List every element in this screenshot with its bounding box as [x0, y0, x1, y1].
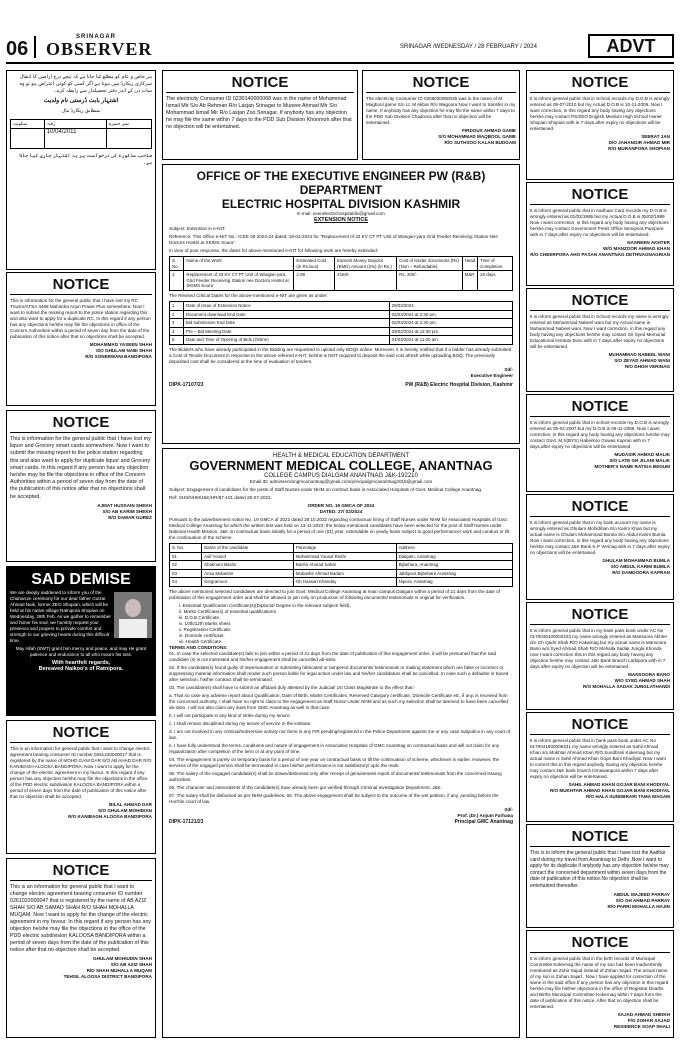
- td: Pre – Bid Meeting Date: [184, 327, 390, 336]
- td: Sorgramoor: [202, 578, 294, 587]
- td: 2.08: [294, 271, 335, 291]
- signatory: R/O DAMDOORA KAPRAN: [612, 570, 670, 575]
- signatory: BILAL AHMAD DAR: [109, 802, 152, 807]
- urdu-tail: صاحب مذکورہ کی درخواست پر یہ اشتہار جاری کیا جاتا ہے۔: [19, 152, 152, 166]
- dipk-number: DIPK-17121/23: [169, 818, 204, 825]
- signatory: MUDASIR AHMAD MALIK: [614, 452, 670, 457]
- gmc-candidates-table: [169, 543, 513, 587]
- signatory: S/O GHULAM NABI SHAH: [95, 348, 152, 353]
- td: 28/02/2024: [389, 301, 512, 310]
- td: 02: [170, 561, 202, 570]
- gmc-dated: DATED: 27/ 02/2024: [319, 509, 363, 514]
- th: Name of the Work: [184, 257, 294, 271]
- urdu-heading: اشتہار بابت دُرستی نام ولدیت: [43, 98, 119, 104]
- gmc-footer: [169, 819, 513, 825]
- divider: [34, 36, 36, 58]
- td: Mohammad Yousuf Reshi: [293, 552, 396, 561]
- td: Gh Hassan Khanday: [293, 578, 396, 587]
- notice-birth-record: [526, 930, 674, 1038]
- signatory: S/O ZEYAD AHMAD WANI: [614, 358, 670, 363]
- signatory: S/O LATE GH JILANI MALIK: [609, 458, 670, 463]
- notice-consumer-transfer-1: [162, 70, 358, 160]
- pw-ext-title: EXTENSION NOTICE: [313, 217, 369, 223]
- pw-sig-1: Executive Engineer: [470, 372, 513, 378]
- td: 02/03/2024 at 2:30 pm.: [389, 310, 512, 319]
- signatory: R/O DHOH VERINAG: [624, 364, 670, 369]
- paper-name: OBSERVER: [46, 39, 153, 59]
- signatory: D/O JAHANGIR AHMAD MIR: [608, 140, 670, 145]
- notice-lost-cards: [6, 410, 156, 562]
- notice-name-sahil: [526, 712, 674, 822]
- doc-item: iv. 10th/12th Marks sheet.: [179, 620, 232, 626]
- signatory: R/O MURANPORA SHOPIAN: [608, 146, 670, 151]
- gmc-order-no: ORDER NO. 19 GMCA OF 2024: [307, 503, 375, 508]
- term: 07. The salary shall be disbursed as per NHM guidelines. 08. The above engagement shall be subject to the outcome of the writ petition, if any, pending before the Hon'ble court of law.: [169, 792, 499, 804]
- notice-title: NOTICE: [530, 74, 670, 93]
- th: S. No.: [170, 257, 184, 271]
- td: 3: [170, 319, 184, 328]
- signatory: GHULAM MOHIUDIN SHAH: [93, 956, 152, 961]
- notice-title: NOTICE: [530, 606, 670, 625]
- td: Document download End Date: [184, 310, 390, 319]
- td: Shabnam Bashir: [202, 561, 294, 570]
- td: 4: [170, 327, 184, 336]
- td: 04: [170, 578, 202, 587]
- signatory: R/O CHEERPORA AHO PASAN ANANTNAG DETHNAGNAGRIAN: [530, 252, 670, 257]
- signatory: F/O ZOHAN SAJAD: [627, 1018, 670, 1023]
- notice-title: NOTICE: [530, 716, 670, 735]
- dateline: SRINAGAR /WEDNESDAY / 28 FEBRUARY / 2024: [400, 44, 537, 50]
- signatory: ABDUL MAJEED PARRAY: [613, 891, 670, 897]
- notice-title: NOTICE: [530, 828, 670, 847]
- urdu-table: [10, 119, 152, 149]
- gmc-sd: Sd/-: [504, 806, 513, 812]
- td: Asif Yousuf: [202, 552, 294, 561]
- th: Name of the candidate: [202, 544, 294, 553]
- pw-title-1: OFFICE OF THE EXECUTIVE ENGINEER PW (R&B) DEPARTMENT: [196, 169, 486, 197]
- signatory: R/O MUKHTAR AHMAD KHAN GOJAR BANI KHODIYAL: [549, 788, 670, 793]
- term: d. I am not involved in any criminal/subversive activity nor there is any FIR pending/registered in the Police Department against me or any case subjudice in any court of law.: [169, 728, 511, 740]
- signatory: SAJAD AHMAD SHEIKH: [617, 1012, 670, 1017]
- doc-item: iii. D.O.B Certificate.: [179, 614, 221, 620]
- notice-title: NOTICE: [10, 414, 152, 433]
- signatory: RESIDENCE SOAP SHALI: [613, 1024, 670, 1029]
- td: 4160/-: [335, 271, 397, 291]
- signatory: MOHAMMAD YASEEN SHAH: [89, 342, 152, 347]
- urdu-line: سات دن کے اندر دفتر تحصیلدار سے رابطہ کرے۔: [53, 88, 152, 94]
- signatory: S/O GH AHMAD PARRAY: [615, 897, 670, 903]
- terms-heading: TERMS AND CONDITIONS:: [169, 644, 228, 650]
- notice-body: This is an information for general public that I want to change electric agreement bearing consumer ID number 0261220000017 that is registered by the name of MOHD GANI DAR S/O AB AHAD DAR R/O KANIBAGH ALOOSA BANDIPORA. Now I want to apply for the change of the electric agreement in my favour. In this regard if any person has any objection he/she may file the objections in the office of the PDD electric subdivision KALOOSA BANDIPORA within a period of seven days from the date of publication of this notice after that no objection shall be accepted.: [10, 746, 152, 799]
- notice-body: It is inform general public that in bank pass book under AC No 0170041500008331 my name wrongly entered as Sahil Ahmad Khan s/o Mukhtar Ahmad Khan R/O Sundbrari Kokernag but my actual name is Sahil Ahmad Khan Gojar Bani Khodiyal. Now I want to correct this.In this regard anybody having any objection he/she may contact J&K bank branch Hrnawanpora within 7 days after expiry no objection will be entertained.: [530, 738, 666, 779]
- demise-body: We are deeply saddened to inform you of the Chaharum ceremony for our dear father Gulzar Ahmad Naik, former ZEO Shopian, which will be held at his native village Ratnipora Shopian on Wednesday, 28th Feb. As we gather to remember and honor his soul, we humbly request your presence and prayers to provide comfort and strength to our grieving hearts during this difficult time.: [10, 590, 111, 643]
- td: Jablipora Bijbehara Anantnag: [396, 569, 512, 578]
- td: Date and Time of Opening of Bids (Online): [184, 336, 390, 345]
- term: c. I shall remain disciplined during my tenure of service in the institute.: [169, 720, 312, 726]
- signatory: AJMAT HUSSAIN SHEKH: [97, 502, 152, 508]
- doc-item: vii. Health Certificate.: [179, 638, 223, 644]
- section-label: ADVT: [588, 34, 674, 58]
- gmc-sig-1: Prof. (Dr.) Anjum Farhana: [457, 812, 513, 818]
- notice-body: It is inform general public that in my bank pass book under AC No 0170040100002223 my name wrongly entered as Mansoora Akhter d/o Gh Qadir Shah R/O Kakarnag but my actual name is Mansoora Bano w/o Syed Ahmad Shah R/O Mohalla Sadak Jungla Khonda now I want correction this.In this regard any body having any objection he/she may contact J&K Bank Branch Larkipora with in 7 days after expiry no objection will be entertained.: [530, 628, 668, 669]
- doc-item: ii. Marks Certificate(s) of essential qualifications.: [179, 608, 278, 614]
- term: 06. The character and antecedents of the candidate(s) have already been got verified through Criminal Investigation Department, J&K.: [169, 784, 442, 790]
- notice-body: This is an information for general public that I want to change electric agreement bearing consumer ID number 0261022000047 that is registered by the name of AB AZIZ SHAH S/O AB SAMAD SHAH R/O SHAH MOHALLA MUQAM. Now I want to apply for the change of the electric agreement in my favour. In this regard if any person has any objection he/she may file the objections in the office of the PDD electric subdivision KALOOSA BANDIPORA within a period of seven days from the date of the publication of this notice after that no objection shall be accepted.: [10, 884, 152, 953]
- signatory: S/O AB AZIZ SHAH: [110, 962, 152, 967]
- portrait-photo: [114, 592, 152, 638]
- td: Date of issue of Extension Notice: [184, 301, 390, 310]
- pw-title-2: ELECTRIC HOSPITAL DIVISION KASHMIR: [221, 197, 461, 211]
- pw-dates-table: [169, 301, 513, 345]
- signatory: S/O ABDUL KARIM BUMLA: [610, 564, 670, 569]
- gmc-email: Email ID: adminsectiongmcanantnag@gmail.com/principalgmcanantnag2018@gmail.com: [249, 479, 433, 484]
- signatory: GHULAM MOHAMMAD BUMLA: [602, 558, 670, 563]
- th: Head: [462, 257, 478, 271]
- notice-electric-1: [6, 720, 156, 854]
- notice-body: It is inform general public that in the birth records of Municipal Committee Kokernag the name of my son has been inadvertently mentioned as Zohir Sajad instead of Zohan Sajad. The actual name of my son is Zohan Sajad . Now I have applied for correction of the same in the said office.If any person has any objection in this regard he/she may file his/her objections in the office of Registrar Deaths and Births Municipal Committee Kokernag within 7 days from the date of publication of this notice. After that no objection shall be entertained.: [530, 956, 669, 1009]
- urdu-col: نمبر خسرہ: [106, 120, 151, 129]
- notice-dob-mudasir: [526, 394, 674, 492]
- notice-body: This is information for the general public that I have lost my liquor and Grocery smart cards somewhere. Now I want to submit the missing report to the police station regarding this and also want to apply for duplicate liquor and Grocery smart cards. In this regard if any person has any objection he/she may be file the objections in office of the Concern Authorities within a period of seven day from the date of the publication of this notice after that no objections shall be accepted.: [10, 436, 151, 500]
- sad-demise: [6, 566, 156, 716]
- signatory: NASREEN AKHTER: [627, 240, 670, 245]
- notice-title: NOTICE: [166, 74, 354, 93]
- demise-title: SAD DEMISE: [31, 571, 131, 588]
- td: 03: [170, 569, 202, 578]
- signatory: S/O AB KARIM SHEKH: [102, 508, 152, 514]
- notice-body: It is inform general public that in Aadhaar Card records my D.O.B is wrongly entered as 01/02/1995 but my Actual D.O.B is 05/02/1999 Now I want correction, in this regard any body having any objections he/she may contact Government Press Office Semipora Pampore with in 7 days,after expiry no objections will be entertained.: [530, 208, 669, 237]
- pw-email: E-mail: exenelectrichospitaldiv@gmail.com: [297, 211, 385, 216]
- th: Parentage: [293, 544, 396, 553]
- pw-reference: Reference: This Office e-NIT No.: ICEE 08 2023-24 dated: 19-02-2024 for "Replacement of 33 KV CT PT Unit of Wangan-yara Grid Feeder Receiving Station Nee Doctors Hostel at SKIMS Soura".: [169, 234, 498, 245]
- th: Time of Completion: [478, 257, 513, 271]
- notice-consumer-transfer-2: [362, 70, 520, 160]
- notice-body: The electricity Consumer ID 0208020080036 was in the name of M Magbool game S/o Lt. M Akbar R/o Wagoora Now I want to transfer in my name. If anybody has any objection he may file the same within 7 days to the PDD Sub Division Chadoora after that no objection will be entertained.: [366, 96, 516, 125]
- th: Address: [396, 544, 512, 553]
- gmc-intro: Pursuant to the advertisement notice No. 19 GMCA of 2022 dated 28.10.2022 regarding contractual hiring of Staff Nurses under NHM for Associated Hospitals of Govt. Medical College Anantnag for which the written test was held on 13-11-2022; the below mentioned candidates have been selected for the post of Staff Nurses under National Health Mission, J&K on contractual basis initially for a period of one (01) year, extendable on yearly basis subject to good performance/ work and conduct or till the continuation of the scheme.: [169, 517, 510, 540]
- notice-lost-rc: [6, 272, 156, 406]
- td: 02/03/2024 at 2:30 pm.: [389, 319, 512, 328]
- urdu-col: سکونت: [11, 120, 45, 129]
- signatory: S/O GHULAM MOHIDIAN: [98, 808, 152, 813]
- pw-footer: [169, 382, 513, 388]
- td: Bijbehara, Anantnag: [396, 561, 512, 570]
- doc-item: i. Essential Qualification Certificate(s)(Diploma/ Degree in the relevant subject/ field).: [179, 602, 351, 608]
- notice-body: This is information for the general public that I have lost my RC Tractor/ATSA 4468 Mahindra Arjun Power Plus somewhere. Now I want to submit the missing report to the police station regarding this and also want to apply for a duplicate RC. In this regard if any person has any objections he/she may file the objections in office of the Concern Authorities within a period of seven day from the date of the publication of this notice after that no objections shall be accepted.: [10, 298, 151, 339]
- notice-body: It is inform general public that in School records my name is wrongly entered as Mohammad Nabeel wani but my Actual name is Muhammad Nabeel wani. Now I want correction, in this regard any body having any objections he/she may contact Sir Syed Memorial Educational Institute Doru with in 7 days,after expiry no objections will be entertained.: [530, 314, 669, 349]
- doc-item: v. Registration Certificate.: [179, 626, 232, 632]
- td: Nipora, Anantnag: [396, 578, 512, 587]
- header-rule: [6, 62, 674, 64]
- th: Estimated Cost (in Rs.lacs): [294, 257, 335, 271]
- signatory: R/O KANIBAGH ALOOSA BANDIPORA: [68, 814, 152, 819]
- notice-name-nabeel: [526, 288, 674, 392]
- notice-title: NOTICE: [530, 292, 670, 311]
- pw-sd: Sd/-: [504, 366, 513, 372]
- notice-title: NOTICE: [530, 498, 670, 517]
- notice-body: This is to inform the general public that I have lost the Aadhar card during my travel from Anantnag to Delhi .Now I want to apply for its duplicate if anybody has any objection he/she may contact the concerned department within seven days from the date of publication of this notice.No objection shall be entertained thereafter.: [530, 850, 669, 889]
- notice-title: NOTICE: [10, 862, 152, 881]
- gmc-campus: COLLEGE CAMPUS DIALGAM ANANTNAG J&K-192210: [264, 473, 418, 479]
- term: b. I will not participate in any kind of strike during my tenure.: [169, 712, 291, 718]
- notice-dob-nasreen: [526, 182, 674, 286]
- td: 1: [170, 271, 184, 291]
- notice-title: NOTICE: [530, 398, 670, 417]
- urdu-notice: [6, 70, 156, 270]
- notice-dob-seerat: [526, 70, 674, 180]
- signatory: R/O SUTHSOO KALAN BUDGAM: [444, 140, 516, 145]
- doc-item: vi. Domicile certificate.: [179, 632, 225, 638]
- signatory: TEHSIL ALOOSA DISTRICT BANDIPORA: [63, 974, 152, 979]
- gmc-order: [162, 448, 520, 1038]
- term: 04. The engagement is purely on temporary basis for a period of one year on contractual basis or till the continuation of scheme, whichever is earlier. However, the services of the engaged person shall be terminated in case his/her performance is not satisfactory/ upto the mark.: [169, 756, 500, 768]
- signatory: MUHAMMAD NABEEL WANI: [608, 352, 670, 357]
- pw-footnote: The Bidders who have already participated in the Bidding are requested to upload only BOQs online. Moreover, it is hereby notified that if a bidder has already submitted a Cost of Tender Document in response to the above referred e-NIT, he/she is NOT required to deposit the said cost afresh while uploading BOQ. The previously deposited cost shall be considered at the time of evaluation of tenders.: [169, 346, 512, 364]
- th: Cost of tender documents (Rs) (Non – Refundable): [397, 257, 462, 271]
- notice-electric-2: [6, 858, 156, 1038]
- pw-review: In view of poor response, the dates for above-mentioned e-NIT for following work are hereby extended:: [169, 248, 379, 253]
- notice-name-mansoora: [526, 602, 674, 710]
- newspaper-name: [46, 34, 152, 58]
- term: 02. If the candidate(s) found guilty of impersonation or submitting fabricated or tampered documents/ testimonials or making statement which are false or incorrect or suppressing material information shall render such person liable for legal action under law and his/her candidature shall be cancelled. In case such a defaulter is traced after selection, his/her contract shall be terminated.: [169, 664, 509, 682]
- td: 01: [170, 552, 202, 561]
- td: Replacement of 33 KV CT PT Unit of Wangan-yara Grid Feeder Receiving Station nee Doctors Hostel at SKIMS Soura: [184, 271, 294, 291]
- page-number: 06: [6, 38, 29, 60]
- td: Mubashir Ahmad Badam: [293, 569, 396, 578]
- td: 20 days: [478, 271, 513, 291]
- td: 29/02/2024 at 12:30 pm.: [389, 327, 512, 336]
- demise-family: Bereaved Naikoo's of Ratnipora.: [38, 666, 124, 672]
- urdu-col: رقبہ: [44, 120, 106, 129]
- pw-subject: Subject: Extension in e-NIT.: [169, 226, 226, 231]
- signatory: R/O SONERWANI BANDIPORA: [85, 354, 152, 359]
- td: M&R: [462, 271, 478, 291]
- urdu-line: بمطابق ریکارڈ مال: [61, 108, 101, 114]
- notice-title: NOTICE: [10, 724, 152, 743]
- dipk-number: DIPK-17107/23: [169, 381, 204, 388]
- td: 1: [170, 301, 184, 310]
- signatory: MOTHER'S NAME RATIGA BEGUM: [594, 464, 670, 469]
- pw-revised: The Revised Critical Dates for the above-mentioned e-NIT are given as under:: [169, 292, 328, 298]
- notice-name-ghulam: [526, 494, 674, 600]
- signatory: W/O SYED AHMAD SHAH: [614, 678, 670, 683]
- notice-body: The electricity Consumer ID 0230140000068 was in the name of Mohammad Ismail Mir S/o Ab Rehman R/o Lasjan Srinagar to Muneer Ahmad Mir S/o Mohammad Ismail Mir R/o Lasjan Zoo Srinagar. If anybody has any objection he may file the same within 7 days to the PDD Sub Division Khonmoh after that no objection will be entertained.: [166, 96, 352, 130]
- signatory: R/O DAWAR GUREZ: [108, 514, 152, 520]
- notice-lost-aadhar: [526, 824, 674, 928]
- signatory: SEERAT JAN: [641, 134, 670, 139]
- td: Bid submission End Date: [184, 319, 390, 328]
- th: S. No.: [170, 544, 202, 553]
- td: 5: [170, 336, 184, 345]
- signatory: R/O SHAH MUHALLA MUQAM: [86, 968, 152, 973]
- masthead: [0, 0, 680, 62]
- gmc-ref: Ref: SHS/NHM/J&K/HR/87-101 dated 25-07-2022.: [169, 495, 272, 500]
- notice-body: It is inform general public that in my bank account my name is wrongly entered as Ghulam Mohidihan S/o Karim Khan but my actual name is Ghulam Mohammad Bumla S/o Abdul Karim Bumla. Now I want correction, in this regard any body having any objections he/she may contact J&K Bank K.P Verinag with in 7 days,after expiry no objections will be entertained.: [530, 520, 670, 555]
- notice-body: It is inform general public that in school records my D.O.B is wrongly entered as 05-02-2007 but my D.O.B is 05-11-2006. Now I want correction, in this regard any body having any objections he/she may contact Govt. M.S(BYS) Haberkoo Gowas Kapran with in 7 days,after expiry no objections will be entertained.: [530, 420, 670, 449]
- signatory: R/O PARRI MOHALLA HAJIN: [607, 903, 670, 909]
- term: 01. In case the selected candidate(s) fails to join within a period of 21 days from the date of publication of this engagement order, it will be presumed that the said candidate (s) is not interested and his/her engagement shall be cancelled ab-initio.: [169, 650, 497, 662]
- gmc-para: The above mentioned selected candidates are directed to join Govt. Medical College Anantnag at main campus Dialgam within a period of 21 days from the date of publication of this engagement order and shall be allowed to join only on production of following documents/ testimonials in original for verification.: [169, 588, 500, 600]
- term: 05. The salary of the engaged candidate(s) shall be drawn/disbursed only after receipt of genuineness report of documents/ testimonials from the concerned issuing authorities.: [169, 770, 502, 782]
- urdu-date: 10/04/2011: [44, 128, 106, 148]
- term: a. That no case any adverse report about Qualification, Date of Birth, Marks Certificates, Reserved Category certificate, Domicile Certificate etc, if any, is received from the concerned authority, I shall have no right to claim to the engagement as Staff Nurse Under NHM and as such my selection shall be deemed to have been cancelled ab-initio. I will not also claim any dues from GMC Anantnag as well in that case.: [169, 692, 508, 710]
- notice-title: NOTICE: [366, 74, 516, 93]
- demise-prayer: May Allah (SWT) grant him mercy and peace, and may He grant patience and endurance to all who mourn his loss.: [15, 646, 147, 657]
- td: Bashir Ahmad Sahar: [293, 561, 396, 570]
- pw-sig-2: PW (R&B) Electric Hospital Division, Kashmir: [405, 381, 513, 388]
- notice-title: NOTICE: [10, 276, 152, 295]
- signatory: R/O HALA SUNDBRARI TAMA MAGAM: [585, 794, 670, 799]
- gmc-sig-2: Principal GMC Anantnag: [454, 818, 513, 825]
- gmc-docs: [169, 603, 513, 645]
- pw-work-table: [169, 256, 513, 291]
- td: Dialgam, Anantnag: [396, 552, 512, 561]
- notice-body: It is inform general public that in School records my D.O.B is wrongly entered as 05-07-2010 but my Actual D.O.B is 10-11-2009. Now I want correction, in this regard any body having any objections he/she may contact PS/ZEO English Medium High School Haner Shopian Shopian with in 7 days,after expiry no objections will be entertained.: [530, 96, 670, 131]
- notice-title: NOTICE: [530, 186, 670, 205]
- notice-title: NOTICE: [530, 934, 670, 953]
- paper-top: SRINAGAR: [76, 34, 117, 40]
- signatory: S/O MOHAMMAD MAQBOOL GAME: [438, 134, 516, 139]
- td: 04/03/2024 at 11:00 am.: [389, 336, 512, 345]
- urdu-line: سرکاری ریکارڈ میں ہونا ہے اگر کسی کو کوئی اعتراض ہو تو وہ: [19, 81, 152, 87]
- td: 2: [170, 310, 184, 319]
- td: Rs. 200/-: [397, 271, 462, 291]
- gmc-title: GOVERNMENT MEDICAL COLLEGE, ANANTNAG: [189, 458, 493, 473]
- signatory: R/O MOHALLA SADAK JUNGLATHANDI: [582, 684, 670, 689]
- pw-extension-notice: [162, 164, 520, 444]
- term: e. I have fully understood the terms, conditions and nature of engagement in Associated Hospitals of GMC Anantnag on contractual basis and will not claim for any regularization after completion of the term or at any point of time.: [169, 742, 500, 754]
- gmc-subject: Subject: Engagement of candidates for the posts of Staff Nurses under NHM on contract basis in Associated Hospitals of Govt. Medical College Anantnag.: [169, 487, 483, 492]
- signatory: W/O MANZOOR AHMAD KHAN: [603, 246, 670, 251]
- signatory: SAHIL AHMAD KHAN GOJAR BANI KHODIYAL: [568, 782, 670, 787]
- signatory: FIRDOUS AHMAD GAME: [462, 128, 516, 133]
- signatory: MANSOORA BANO: [628, 672, 670, 677]
- term: 03. The candidate(s) shall have to submit an affidavit duly attested by the Judicial/ 1st Class Magistrate to the effect that:-: [169, 684, 416, 690]
- urdu-line: ہر خاص و عام کو مطلع کیا جاتا ہے کہ نیچے درج اراضی کا انتقال: [19, 74, 152, 80]
- th: Earnest Money Deposit (EMD) Amount (2%) (in Rs.): [335, 257, 397, 271]
- td: Ansa Mubashir: [202, 569, 294, 578]
- demise-thanks: With heartfelt regards,: [51, 660, 111, 666]
- gmc-dept: HEALTH & MEDICAL EDUCATION DEPARTMENT: [272, 453, 410, 459]
